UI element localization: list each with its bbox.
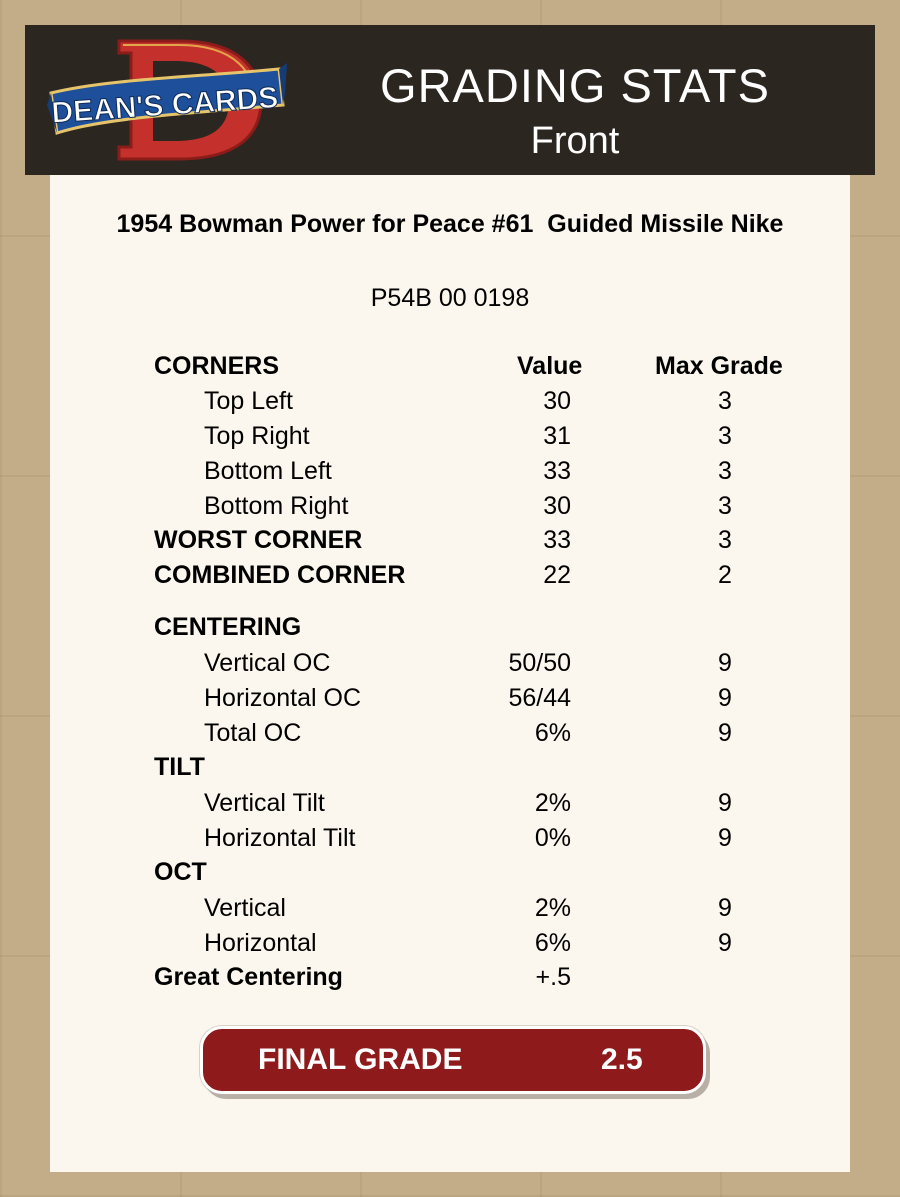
row-value: 30 [543,387,571,415]
row-value: 22 [543,561,571,589]
table-row [50,716,850,751]
table-row [50,891,850,926]
row-label: Great Centering [154,963,343,991]
table-row [50,926,850,961]
row-value: 33 [543,457,571,485]
row-label: COMBINED CORNER [154,561,406,589]
final-grade-value: 2.5 [601,1043,643,1076]
table-row [50,821,850,856]
row-value: 50/50 [508,649,571,677]
deans-cards-logo [47,35,287,165]
section-heading-row [50,750,850,785]
row-label: WORST CORNER [154,526,363,554]
section-heading-corners: CORNERS [154,352,280,380]
row-value: 56/44 [508,684,571,712]
column-header-max-grade: Max Grade [655,352,783,380]
row-label: Bottom Left [204,457,332,485]
row-label: Vertical OC [204,649,331,677]
table-row [50,454,850,489]
row-max-grade: 2 [718,561,732,589]
row-value: 6% [534,929,571,957]
row-label: Vertical Tilt [204,789,325,817]
row-label: Horizontal Tilt [204,824,356,852]
row-label: Top Right [204,422,310,450]
row-label: Horizontal OC [204,684,361,712]
grading-card [50,175,850,1172]
row-max-grade: 9 [718,824,732,852]
table-row [50,681,850,716]
row-label: Total OC [204,719,302,747]
row-label: Horizontal [204,929,317,957]
section-heading-centering: CENTERING [154,613,302,641]
header-subtitle: Front [530,120,620,162]
row-max-grade: 3 [718,492,732,520]
header-banner [25,25,875,175]
row-max-grade: 9 [718,719,732,747]
card-title: 1954 Bowman Power for Peace #61 Guided Missile Nike [116,210,784,238]
row-max-grade: 3 [718,422,732,450]
column-header-value: Value [517,352,583,380]
combined-corner-row [50,558,850,593]
row-max-grade: 3 [718,526,732,554]
row-max-grade: 3 [718,457,732,485]
row-label: Vertical [204,894,286,922]
row-max-grade: 9 [718,894,732,922]
row-max-grade: 3 [718,387,732,415]
table-row [50,786,850,821]
great-centering-row [50,960,850,995]
row-max-grade: 9 [718,929,732,957]
row-max-grade: 9 [718,649,732,677]
table-row [50,489,850,524]
table-row [50,646,850,681]
final-grade-banner [200,1026,706,1094]
section-heading-row [50,610,850,645]
final-grade-label: FINAL GRADE [258,1043,463,1076]
table-row [50,419,850,454]
worst-corner-row [50,523,850,558]
row-value: +.5 [535,963,571,991]
logo-text: DEAN'S CARDS [50,81,280,130]
row-value: 0% [534,824,571,852]
table-row [50,384,850,419]
row-label: Bottom Right [204,492,349,520]
row-value: 33 [543,526,571,554]
row-value: 6% [534,719,571,747]
row-label: Top Left [204,387,293,415]
card-serial: P54B 00 0198 [370,284,530,312]
row-value: 31 [543,422,571,450]
row-max-grade: 9 [718,684,732,712]
row-value: 30 [543,492,571,520]
row-value: 2% [534,789,571,817]
section-heading-tilt: TILT [154,753,205,781]
section-heading-oct: OCT [154,858,207,886]
table-header-row [50,349,850,384]
row-value: 2% [534,894,571,922]
row-max-grade: 9 [718,789,732,817]
header-title: GRADING STATS [380,59,770,112]
section-heading-row [50,855,850,890]
